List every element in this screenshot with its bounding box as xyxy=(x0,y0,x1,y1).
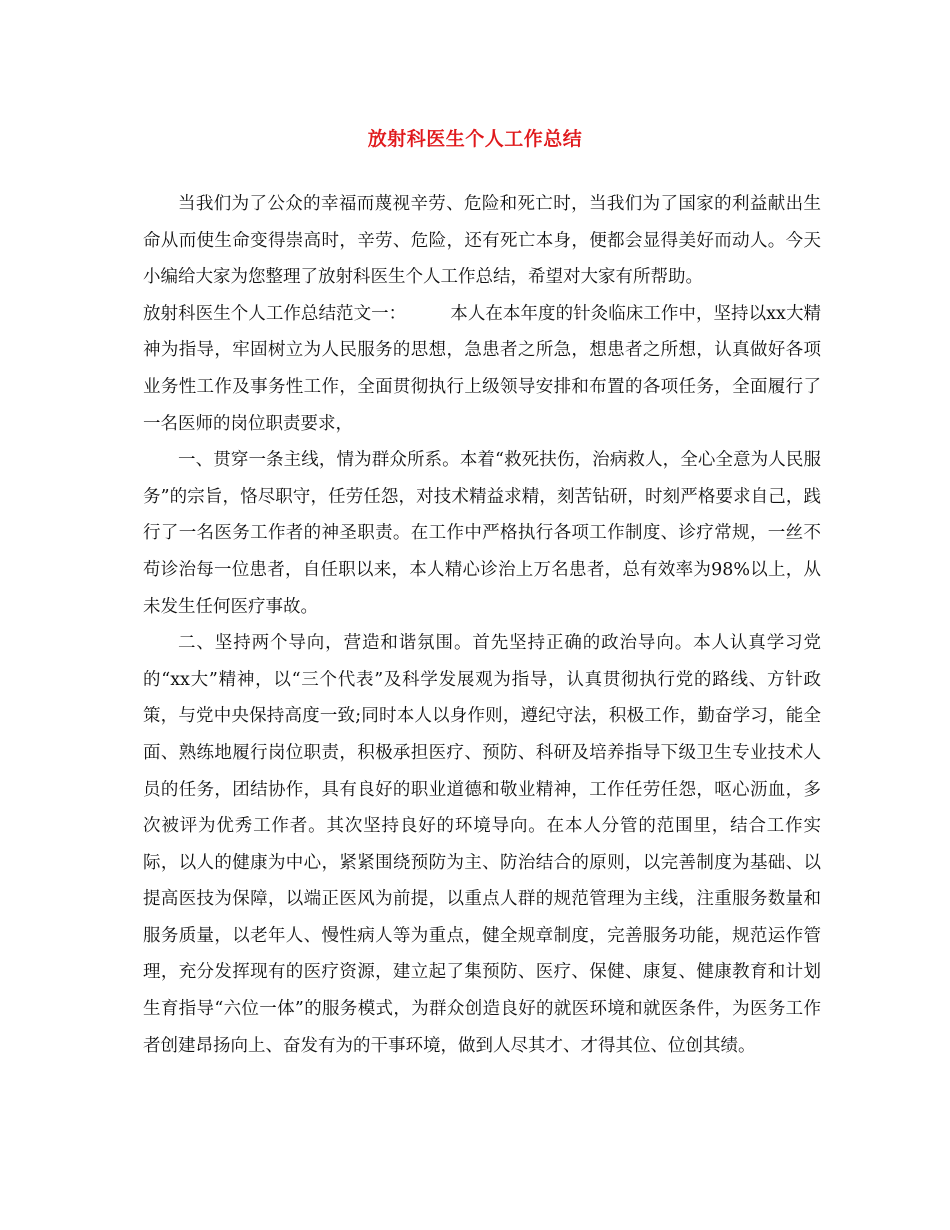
sample-heading: 放射科医生个人工作总结范文一： xyxy=(143,303,407,324)
section-one-paragraph: 一、贯穿一条主线，情为群众所系。本着“救死扶伤，治病救人，全心全意为人民服务”的宗旨，恪尽职守，任劳任怨，对技术精益求精，刻苦钻研，时刻严格要求自己，践行了一名医务工作者的神圣职责。在工作中严格执行各项工作制度、诊疗常规，一丝不苟诊治每一位患者，自任职以来，本人精心诊治上万名患者，总有效率为98%以上，从未发生任何医疗事故。 xyxy=(143,450,821,617)
document-title: 放射科医生个人工作总结 xyxy=(367,128,583,150)
sample-opening: 本人在本年度的针灸临床工作中，坚持以xx大精神为指导，牢固树立为人民服务的思想，急患者之所急，想患者之所想，认真做好各项业务性工作及事务性工作，全面贯彻执行上级领导安排和布置的各项任务，全面履行了一名医师的岗位职责要求， xyxy=(143,303,821,434)
sample-paragraph xyxy=(143,296,821,442)
document-body xyxy=(143,186,821,1064)
section-two-paragraph: 二、坚持两个导向，营造和谐氛围。首先坚持正确的政治导向。本人认真学习党的“xx大”精神，以“三个代表”及科学发展观为指导，认真贯彻执行党的路线、方针政策，与党中央保持高度一致;同时本人以身作则，遵纪守法，积极工作，勤奋学习，能全面、熟练地履行岗位职责，积极承担医疗、预防、科研及培养指导下级卫生专业技术人员的任务，团结协作，具有良好的职业道德和敬业精神，工作任劳任怨，呕心沥血，多次被评为优秀工作者。其次坚持良好的环境导向。在本人分管的范围里，结合工作实际，以人的健康为中心，紧紧围绕预防为主、防治结合的原则，以完善制度为基础、以提高医技为保障，以端正医风为前提，以重点人群的规范管理为主线，注重服务数量和服务质量，以老年人、慢性病人等为重点，健全规章制度，完善服务功能，规范运作管理，充分发挥现有的医疗资源，建立起了集预防、医疗、保健、康复、健康教育和计划生育指导“六位一体”的服务模式，为群众创造良好的就医环境和就医条件，为医务工作者创建昂扬向上、奋发有为的干事环境，做到人尽其才、才得其位、位创其绩。 xyxy=(143,633,821,1056)
intro-paragraph: 当我们为了公众的幸福而蔑视辛劳、危险和死亡时，当我们为了国家的利益献出生命从而使生命变得崇高时，辛劳、危险，还有死亡本身，便都会显得美好而动人。今天小编给大家为您整理了放射科医生个人工作总结，希望对大家有所帮助。 xyxy=(143,194,821,288)
